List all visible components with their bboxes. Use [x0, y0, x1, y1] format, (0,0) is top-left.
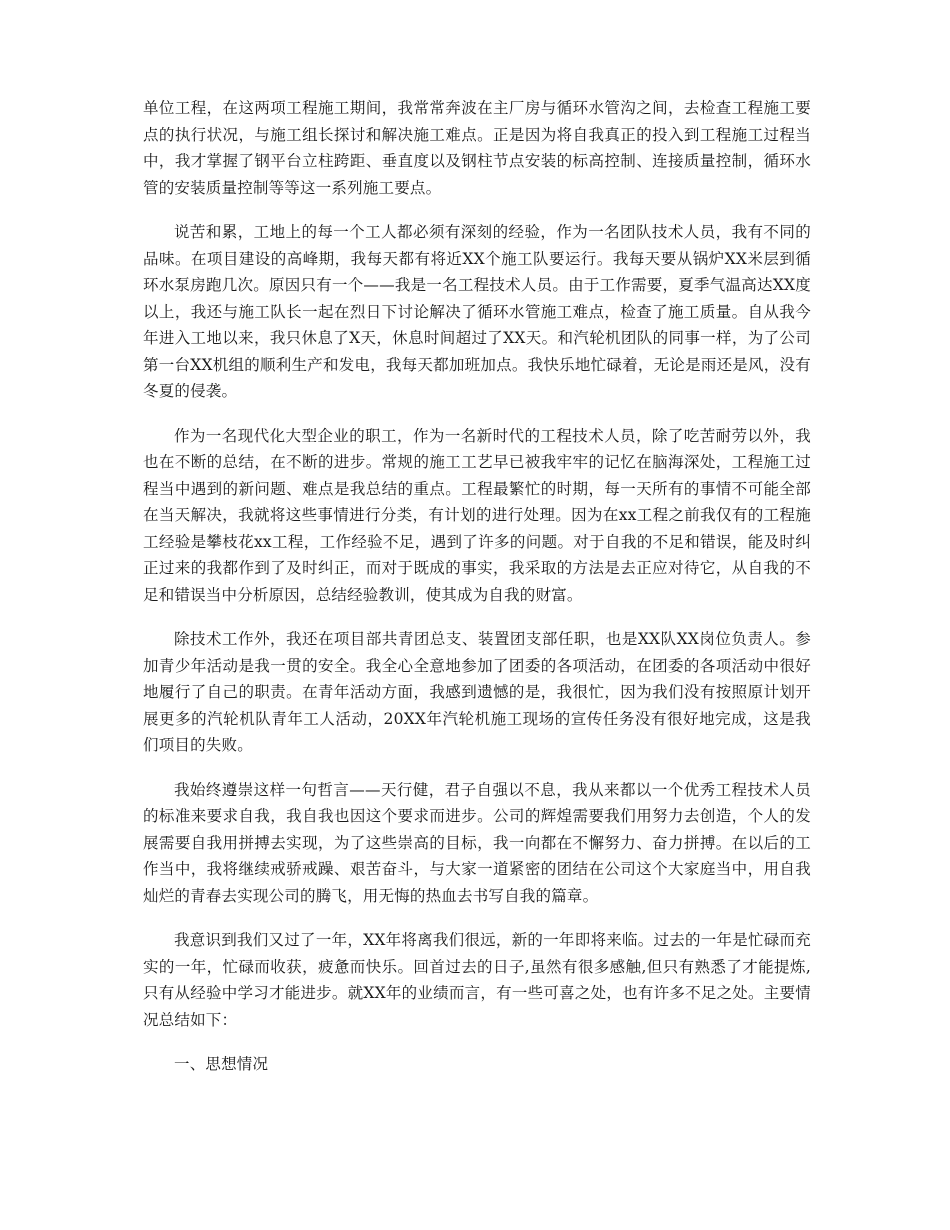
paragraph-1: 单位工程，在这两项工程施工期间，我常常奔波在主厂房与循环水管沟之间，去检查工程施工要点的执行状况，与施工组长探讨和解决施工难点。正是因为将自我真正的投入到工程施工过程当中，我才掌握了钢平台立柱跨距、垂直度以及钢柱节点安装的标高控制、连接质量控制，循环水管的安装质量控制等等这一系列施工要点。	[143, 99, 811, 197]
paragraph-2: 说苦和累，工地上的每一个工人都必须有深刻的经验，作为一名团队技术人员，我有不同的品味。在项目建设的高峰期，我每天都有将近XX个施工队要运行。我每天要从锅炉XX米层到循环水泵房跑几次。原因只有一个——我是一名工程技术人员。由于工作需要，夏季气温高达XX度以上，我还与施工队长一起在烈日下讨论解决了循环水管施工难点，检查了施工质量。自从我今年进入工地以来，我只休息了X天，休息时间超过了XX天。和汽轮机团队的同事一样，为了公司第一台XX机组的顺利生产和发电，我每天都加班加点。我快乐地忙碌着，无论是雨还是风，没有冬夏的侵袭。	[143, 223, 811, 400]
section-heading: 一、思想情况	[174, 1055, 269, 1073]
paragraph-6: 我意识到我们又过了一年，XX年将离我们很远，新的一年即将来临。过去的一年是忙碌而充实的一年，忙碌而收获，疲惫而快乐。回首过去的日子,虽然有很多感触,但只有熟悉了才能提炼,只有从经验中学习才能进步。就XX年的业绩而言，有一些可喜之处，也有许多不足之处。主要情况总结如下：	[143, 931, 811, 1029]
paragraph-3: 作为一名现代化大型企业的职工，作为一名新时代的工程技术人员，除了吃苦耐劳以外，我也在不断的总结，在不断的进步。常规的施工工艺早已被我牢牢的记忆在脑海深处，工程施工过程当中遇到的新问题、难点是我总结的重点。工程最繁忙的时期，每一天所有的事情不可能全部在当天解决，我就将这些事情进行分类，有计划的进行处理。因为在xx工程之前我仅有的工程施工经验是攀枝花xx工程，工作经验不足，遇到了许多的问题。对于自我的不足和错误，能及时纠正过来的我都作到了及时纠正，而对于既成的事实，我采取的方法是去正应对待它，从自我的不足和错误当中分析原因，总结经验教训，使其成为自我的财富。	[143, 426, 811, 604]
paragraph-4: 除技术工作外，我还在项目部共青团总支、装置团支部任职，也是XX队XX岗位负责人。参加青少年活动是我一贯的安全。我全心全意地参加了团委的各项活动，在团委的各项活动中很好地履行了自己的职责。在青年活动方面，我感到遗憾的是，我很忙，因为我们没有按照原计划开展更多的汽轮机队青年工人活动，20XX年汽轮机施工现场的宣传任务没有很好地完成，这是我们项目的失败。	[143, 630, 811, 754]
paragraph-5: 我始终遵崇这样一句哲言——天行健，君子自强以不息，我从来都以一个优秀工程技术人员的标准来要求自我，我自我也因这个要求而进步。公司的辉煌需要我们用努力去创造，个人的发展需要自我用拼搏去实现，为了这些崇高的目标，我一向都在不懈努力、奋力拼搏。在以后的工作当中，我将继续戒骄戒躁、艰苦奋斗，与大家一道紧密的团结在公司这个大家庭当中，用自我灿烂的青春去实现公司的腾飞，用无悔的热血去书写自我的篇章。	[143, 780, 811, 905]
document-body	[143, 95, 811, 1078]
